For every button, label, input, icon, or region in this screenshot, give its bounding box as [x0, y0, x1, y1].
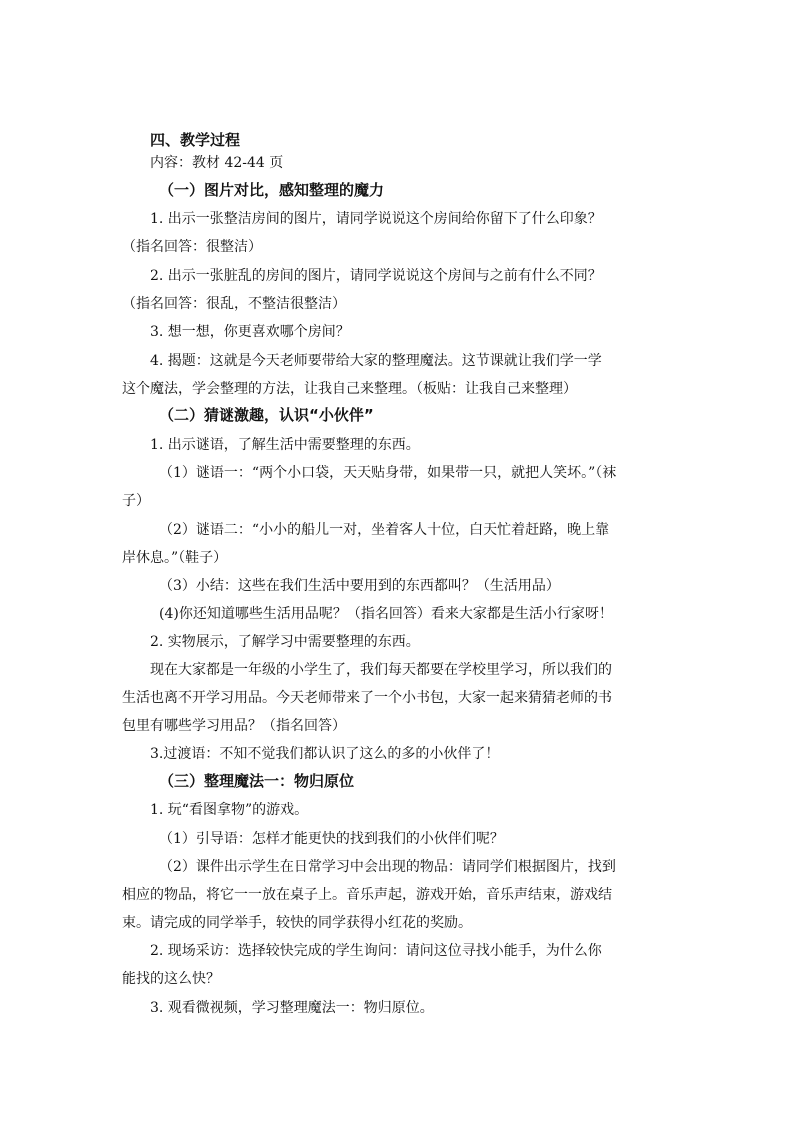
- paragraph-line2: 生活也离不开学习用品。今天老师带来了一个小书包，大家一起来猜猜老师的书: [122, 690, 612, 706]
- part1-item1-line2: （指名回答：很整洁）: [122, 239, 262, 255]
- part3-sub2-line2: 相应的物品，将它一一放在桌子上。音乐声起，游戏开始，音乐声结束，游戏结: [122, 887, 612, 903]
- part2-item1: 1. 出示谜语，了解生活中需要整理的东西。: [150, 437, 420, 453]
- section-title: 四、教学过程: [150, 131, 241, 149]
- riddle1-line2: 子）: [122, 493, 150, 509]
- part3-sub2-line3: 束。请完成的同学举手，较快的同学获得小红花的奖励。: [122, 915, 472, 931]
- part2-heading: （二）猜谜激趣，认识“小伙伴”: [159, 406, 374, 424]
- part1-item1-line1: 1. 出示一张整洁房间的图片，请同学说说这个房间给你留下了什么印象？: [150, 211, 602, 227]
- part1-item4-line2: 这个魔法，学会整理的方法，让我自己来整理。（板贴：让我自己来整理）: [122, 381, 577, 397]
- part3-item2-line2: 能找的这么快？: [122, 971, 220, 987]
- summary-line: （3）小结：这些在我们生活中要用到的东西都叫？（生活用品）: [159, 578, 560, 594]
- part3-item3: 3. 观看微视频，学习整理魔法一：物归原位。: [150, 1000, 434, 1016]
- paragraph-line1: 现在大家都是一年级的小学生了，我们每天都要在学校里学习，所以我们的: [150, 662, 612, 678]
- part3-item2-line1: 2. 现场采访：选择较快完成的学生询问：请问这位寻找小能手，为什么你: [150, 943, 602, 959]
- part2-item3: 3.过渡语：不知不觉我们都认识了这么的多的小伙伴了！: [150, 746, 500, 762]
- part2-item2: 2. 实物展示，了解学习中需要整理的东西。: [150, 634, 420, 650]
- part1-heading: （一）图片对比，感知整理的魔力: [159, 181, 385, 199]
- part1-item3: 3. 想一想，你更喜欢哪个房间？: [150, 324, 350, 340]
- paragraph-line3: 包里有哪些学习用品？（指名回答）: [122, 718, 346, 734]
- question-line: (4)你还知道哪些生活用品呢？（指名回答）看来大家都是生活小行家呀！: [159, 606, 613, 622]
- part3-item1: 1. 玩“看图拿物”的游戏。: [150, 802, 309, 818]
- part3-sub1: （1）引导语：怎样才能更快的找到我们的小伙伴们呢？: [159, 831, 504, 847]
- part3-sub2-line1: （2）课件出示学生在日常学习中会出现的物品：请同学们根据图片，找到: [159, 859, 616, 875]
- riddle2-line1: （2）谜语二：“小小的船儿一对，坐着客人十位，白天忙着赶路，晚上靠: [159, 522, 610, 538]
- part1-item2-line2: （指名回答：很乱，不整洁很整洁）: [122, 296, 346, 312]
- riddle1-line1: （1）谜语一：“两个小口袋，天天贴身带，如果带一只，就把人笑坏。”（袜: [159, 465, 617, 481]
- content-line: 内容：教材 42-44 页: [150, 155, 284, 171]
- part1-item4-line1: 4. 揭题：这就是今天老师要带给大家的整理魔法。这节课就让我们学一学: [150, 353, 602, 369]
- part3-heading: （三）整理魔法一：物归原位: [159, 772, 355, 790]
- riddle2-line2: 岸休息。”（鞋子）: [122, 550, 228, 566]
- part1-item2-line1: 2. 出示一张脏乱的房间的图片，请同学说说这个房间与之前有什么不同？: [150, 268, 602, 284]
